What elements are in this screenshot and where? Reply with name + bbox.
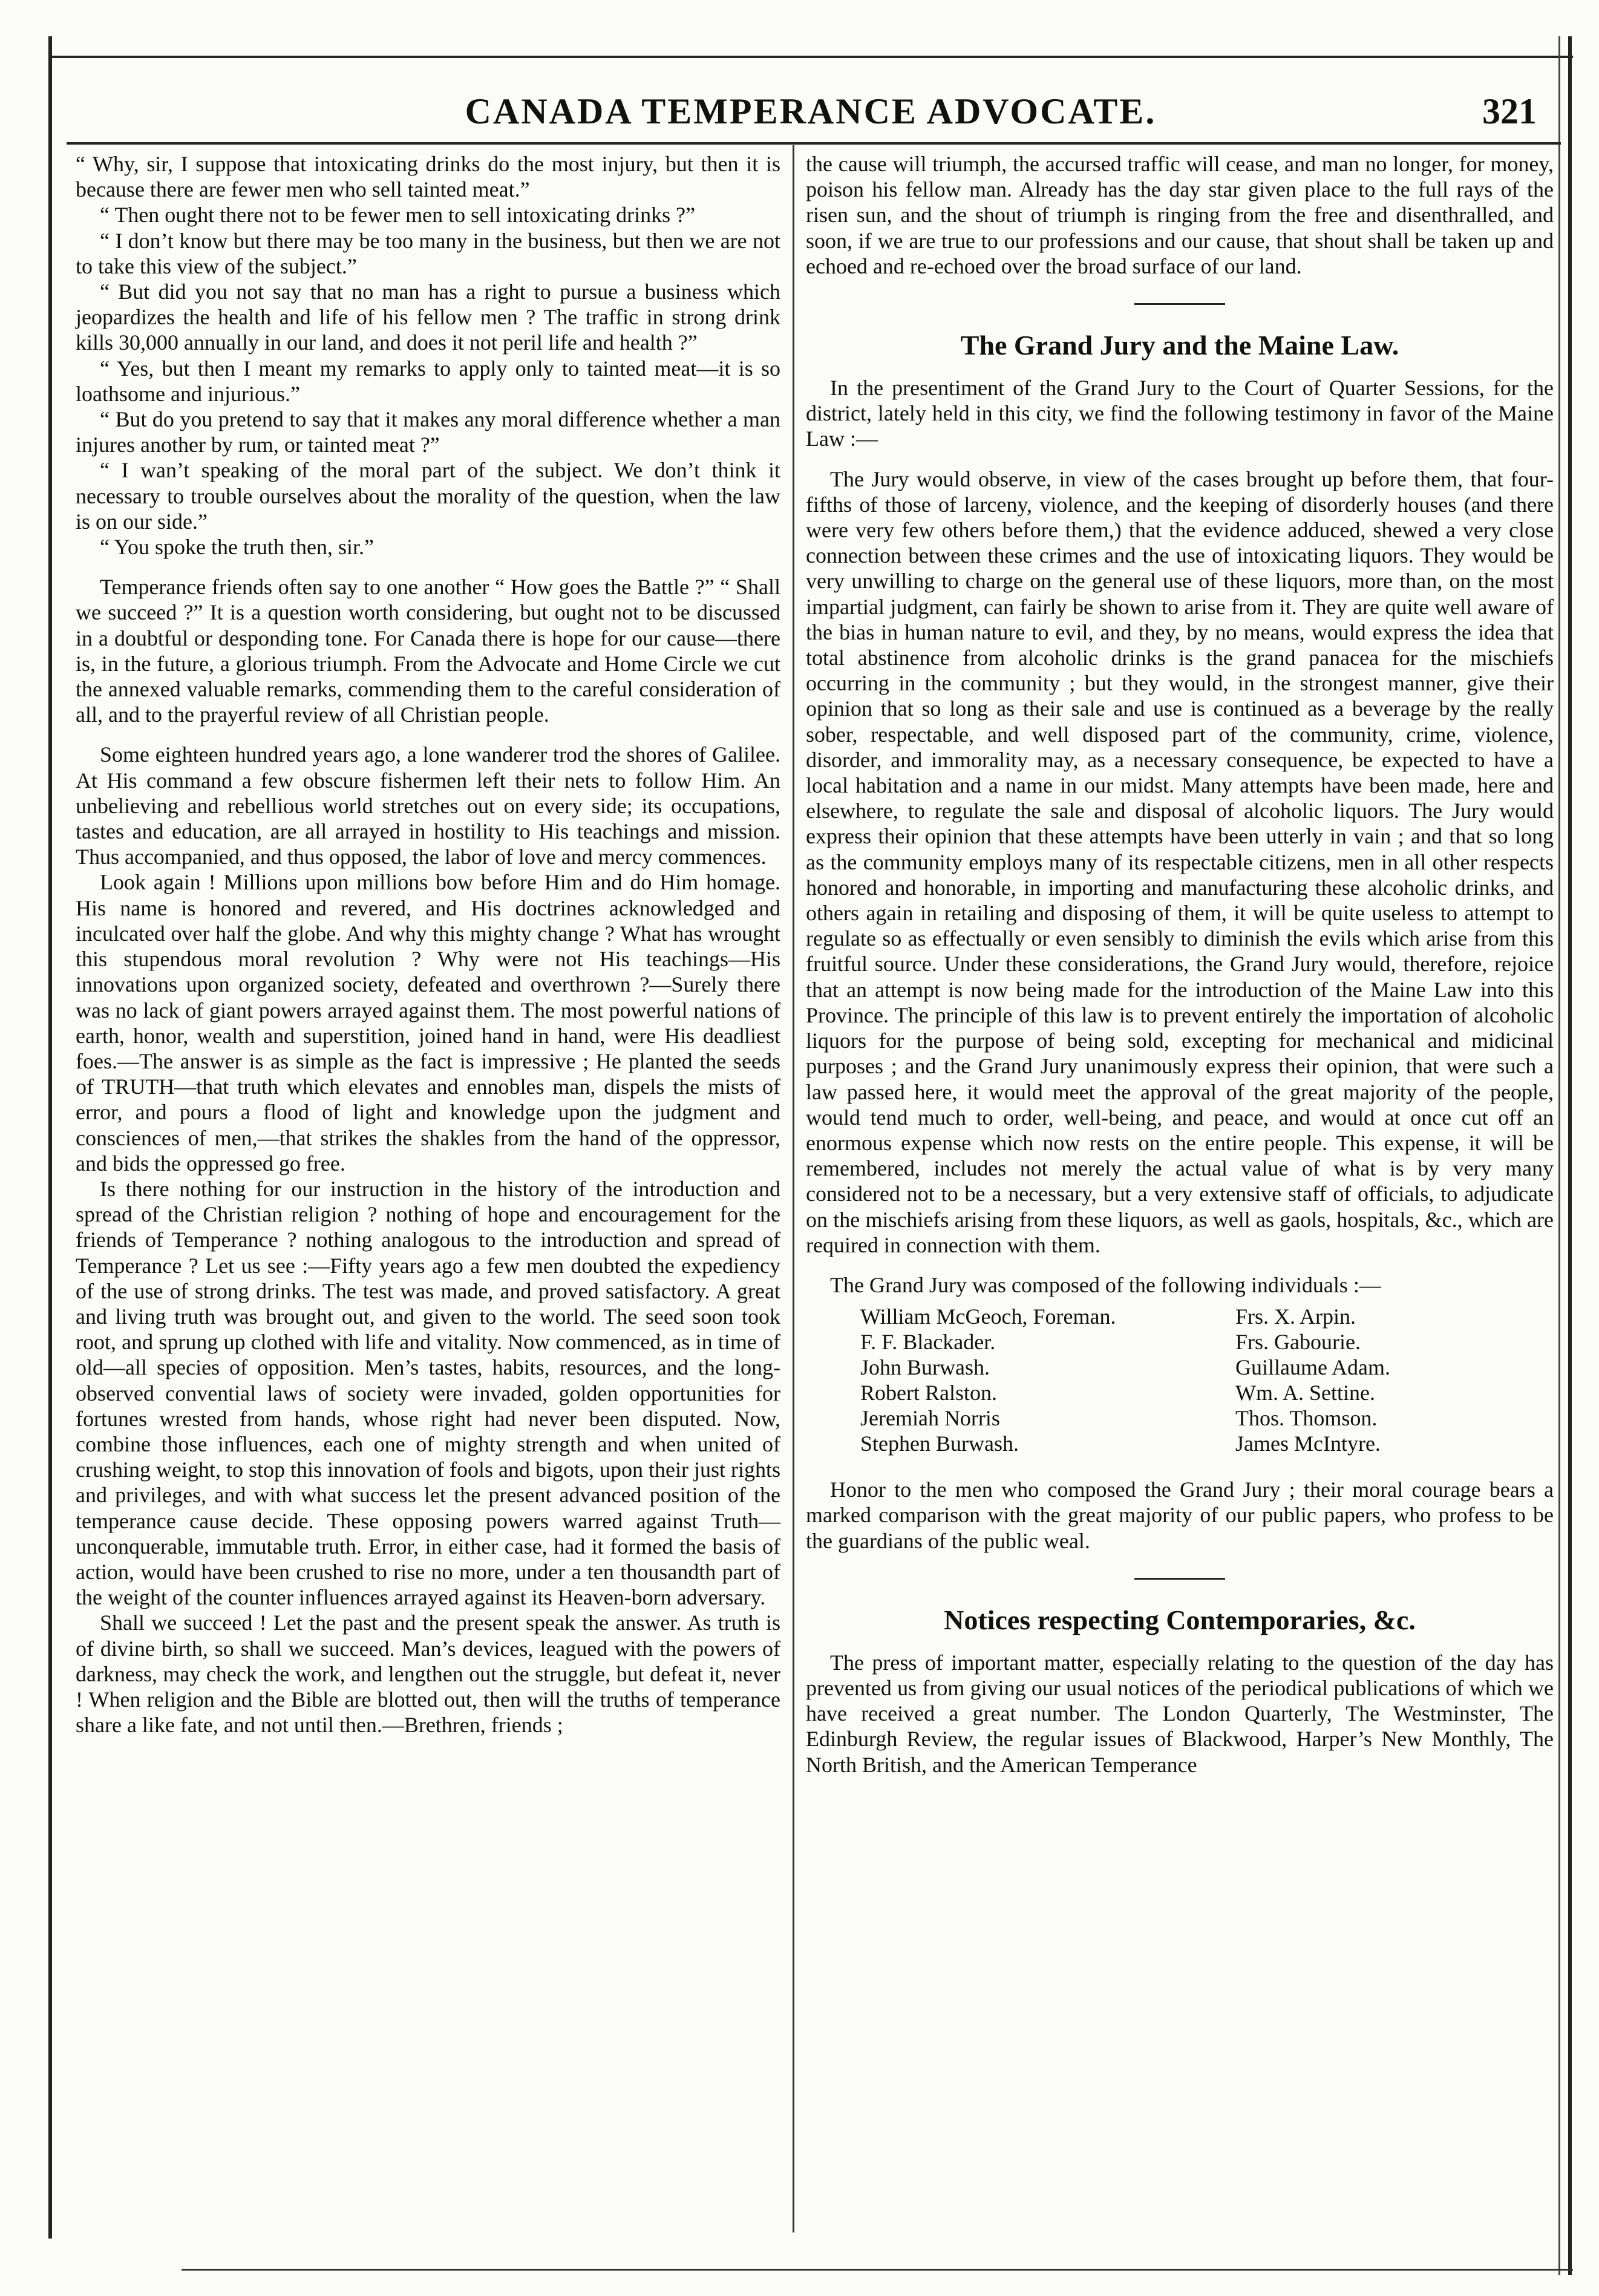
- juror-name: Jeremiah Norris: [860, 1406, 1000, 1431]
- left-column: [76, 151, 780, 1738]
- dialogue-paragraph: “ Then ought there not to be fewer men to sell intoxicating drinks ?”: [100, 203, 696, 227]
- paragraph-gap: [806, 1462, 1554, 1477]
- section-heading-notices: Notices respecting Contemporaries, &c.: [944, 1604, 1416, 1635]
- notices-paragraph: The press of important matter, especially relating to the question of the day has prevented us from giving our usual notices of the periodical publications of which we have received a great number. The London Quarterly, The Westminster, The Edinburgh Review, the regular issues of Blackwood, Harper’s New Monthly, The North British, and the American Temperance: [806, 1650, 1554, 1777]
- running-title: CANADA TEMPERANCE ADVOCATE.: [465, 91, 1157, 131]
- juror-name: John Burwash.: [860, 1355, 990, 1380]
- juror-name: James McIntyre.: [1235, 1431, 1381, 1456]
- frame-top-border: [48, 56, 1573, 58]
- jury-list-intro: The Grand Jury was composed of the following individuals :—: [830, 1272, 1381, 1297]
- paragraph-gap: [806, 452, 1554, 466]
- grand-jury-presentment: The Jury would observe, in view of the cases brought up before them, that four-fifths of those of larceny, violence, and the keeping of disorderly houses (and there were very few others before them,) that the evidence adduced, shewed a very close connection between these crimes and the use of intoxicating liquors. They would be very unwilling to charge on the general use of these liquors, more than, on the most impartial judgment, can fairly be shown to arise from it. They are quite well aware of the bias in human nature to evil, and they, by no means, would express the idea that total abstinence from alcoholic drinks is the grand panacea for the mischiefs occurring in the community ; but they would, in the strongest manner, give their opinion that so long as their sale and use is continued as a beverage by the really sober, respectable, and well disposed part of the community, crime, violence, disorder, and immorality may, as a necessary consequence, be expected to have a local habitation and a name in our midst. Many attempts have been made, here and elsewhere, to regulate the sale and disposal of alcoholic liquors. The Jury would express their opinion that these attempts have been utterly in vain ; and that so long as the community employs many of its respectable citizens, men in all other respects honored and honorable, in importing and manufacturing these alcoholic drinks, and others again in retailing and disposing of them, it will be quite useless to attempt to regulate so as effectually or even sensibly to diminish the evils which arise from this fruitful source. Under these considerations, the Grand Jury would, therefore, rejoice that an attempt is now being made for the introduction of the Maine Law into this Province. The principle of this law is to prevent entirely the importation of alcoholic liquors for the purpose of being sold, excepting for mechanical and midicinal purposes ; and the Grand Jury unanimously express their opinion, that were such a law passed here, it would meet the approval of the great majority of the people, would tend much to order, well-being, and peace, and would at once cut off an enormous expense which now rests on the entire people. This expense, it will be remembered, includes not merely the actual value of what is by very many considered not to be a necessary, but a very extensive staff of officials, to adjudicate on the mischiefs arising from these liquors, as well as gaols, hospitals, &c., which are required in connection with them.: [806, 466, 1554, 1257]
- dialogue-paragraph: “ You spoke the truth then, sir.”: [100, 535, 374, 560]
- dialogue-paragraph: “ Why, sir, I suppose that intoxicating drinks do the most injury, but then it is because there are fewer men who sell tainted meat.”: [76, 152, 780, 202]
- section-heading-grand-jury: The Grand Jury and the Maine Law.: [960, 330, 1399, 361]
- dialogue-paragraph: “ I don’t know but there may be too many in the business, but then we are not to take this view of the subject.”: [76, 228, 780, 278]
- paragraph-gap: [76, 727, 780, 742]
- frame-right-border: [1568, 36, 1572, 2275]
- section-divider: [1134, 303, 1225, 305]
- paragraph-gap: [806, 1258, 1554, 1272]
- dialogue-paragraph: “ Yes, but then I meant my remarks to apply only to tainted meat—it is so loathsome and injurious.”: [76, 356, 780, 406]
- juror-name: Stephen Burwash.: [860, 1431, 1019, 1456]
- grand-jury-closing: Honor to the men who composed the Grand Jury ; their moral courage bears a marked comparison with the great majority of our public papers, who profess to be the guardians of the public weal.: [806, 1477, 1554, 1553]
- frame-bottom-border: [181, 2269, 1573, 2271]
- header-rule: [67, 142, 1561, 145]
- juror-list: [860, 1304, 1554, 1456]
- juror-name: Robert Ralston.: [860, 1381, 997, 1405]
- dialogue-paragraph: “ But do you pretend to say that it makes any moral difference whether a man injures another by rum, or tainted meat ?”: [76, 407, 780, 457]
- frame-left-border: [48, 36, 52, 2239]
- dialogue-paragraph: “ But did you not say that no man has a right to pursue a business which jeopardizes the health and life of his fellow men ? The traffic in strong drink kills 30,000 annually in our land, and does it not peril life and health ?”: [76, 280, 780, 355]
- article-paragraph: Look again ! Millions upon millions bow before Him and do Him homage. His name is honored and revered, and His doctrines acknowledged and inculcated over half the globe. And why this mighty change ? What has wrought this stupendous moral revolution ? Why were not His teachings—His innovations upon organized society, defeated and overthrown ?—Surely there was no lack of giant powers arrayed against them. The most powerful nations of earth, honor, wealth and superstition, joined hand in hand, were His deadliest foes.—The answer is as simple as the fact is impressive ; He planted the seeds of TRUTH—that truth which elevates and ennobles man, dispels the mists of error, and pours a flood of light and knowledge upon the judgment and consciences of men,—that strikes the shakles from the hand of the oppressor, and bids the oppressed go free.: [76, 870, 780, 1176]
- juror-name: Wm. A. Settine.: [1235, 1381, 1375, 1405]
- column-rule: [793, 145, 794, 2232]
- juror-name: Thos. Thomson.: [1235, 1406, 1378, 1431]
- continuation-paragraph: the cause will triumph, the accursed traffic will cease, and man no longer, for money, poison his fellow man. Already has the day star given place to the full rays of the risen sun, and the shout of triumph is ringing from the free and disenthralled, and soon, if we are true to our professions and our cause, that shout shall be taken up and echoed and re-echoed over the broad surface of our land.: [806, 152, 1554, 278]
- juror-name: Guillaume Adam.: [1235, 1355, 1390, 1380]
- frame-right-inner-border: [1558, 36, 1560, 2275]
- grand-jury-intro: In the presentiment of the Grand Jury to the Court of Quarter Sessions, for the district, lately held in this city, we find the following testimony in favor of the Maine Law :—: [806, 376, 1554, 451]
- paragraph-gap: [76, 560, 780, 574]
- article-paragraph: Shall we succeed ! Let the past and the present speak the answer. As truth is of divine birth, so shall we succeed. Man’s devices, leagued with the powers of darkness, may check the work, and lengthen out the struggle, but defeat it, never ! When religion and the Bible are blotted out, then will the truths of temperance share a like fate, and not until then.—Brethren, friends ;: [76, 1611, 780, 1738]
- juror-name: William McGeoch, Foreman.: [860, 1304, 1116, 1329]
- page-number: 321: [1482, 91, 1537, 131]
- juror-name: Frs. Gabourie.: [1235, 1330, 1361, 1355]
- juror-name: F. F. Blackader.: [860, 1330, 996, 1355]
- juror-name: Frs. X. Arpin.: [1235, 1304, 1356, 1329]
- right-column: [806, 151, 1554, 1778]
- dialogue-paragraph: “ I wan’t speaking of the moral part of the subject. We don’t think it necessary to trouble ourselves about the morality of the question, when the law is on our side.”: [76, 458, 780, 534]
- article-paragraph: Some eighteen hundred years ago, a lone wanderer trod the shores of Galilee. At His command a few obscure fishermen left their nets to follow Him. An unbelieving and rebellious world stretches out on every side; its occupations, tastes and education, are all arrayed in hostility to His teachings and mission. Thus accompanied, and thus opposed, the labor of love and mercy commences.: [76, 742, 780, 869]
- section-divider: [1134, 1578, 1225, 1580]
- page-header: [73, 85, 1549, 139]
- article-paragraph: Is there nothing for our instruction in the history of the introduction and spread of the Christian religion ? nothing of hope and encouragement for the friends of Temperance ? nothing analogous to the introduction and spread of Temperance ? Let us see :—Fifty years ago a few men doubted the expediency of the use of strong drinks. The test was made, and proved satisfactory. A great and living truth was brought out, and given to the world. The seed soon took root, and sprung up clothed with life and vitality. Now commenced, as in time of old—all species of opposition. Men’s tastes, habits, resources, and the long-observed convential laws of society were invaded, golden opportunities for fortunes wrested from hands, whose right had never been disputed. Now, combine those influences, each one of mighty strength and when united of crushing weight, to stop this innovation of fools and bigots, upon their just rights and privileges, and with what success let the present advanced position of the temperance cause decide. These opposing powers warred against Truth—unconquerable, immutable truth. Error, in either case, had it formed the basis of action, would have been crushed to rise no more, under a ten thousandth part of the weight of the counter influences arrayed against its Heaven-born adversary.: [76, 1176, 780, 1610]
- editorial-paragraph: Temperance friends often say to one another “ How goes the Battle ?” “ Shall we succeed ?” It is a question worth considering, but ought not to be discussed in a doubtful or desponding tone. For Canada there is hope for our cause—there is, in the future, a glorious triumph. From the Advocate and Home Circle we cut the annexed valuable remarks, commending them to the careful consideration of all, and to the prayerful review of all Christian people.: [76, 575, 780, 727]
